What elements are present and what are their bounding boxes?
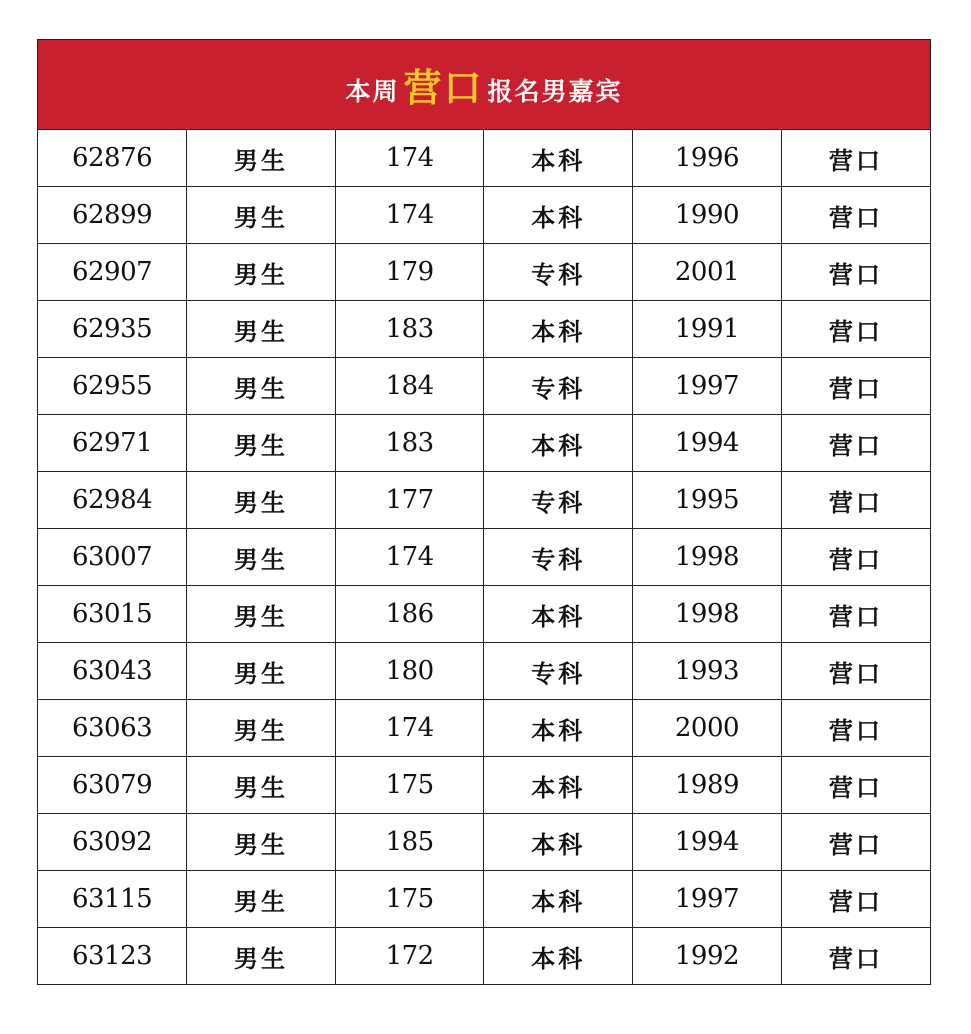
cell-birth-year: 1994	[633, 814, 782, 871]
cell-guest-id: 62899	[38, 187, 187, 244]
cell-birth-year: 1991	[633, 301, 782, 358]
cell-gender: 男生	[187, 472, 336, 529]
cell-city: 营口	[781, 358, 930, 415]
cell-guest-id: 62935	[38, 301, 187, 358]
cell-guest-id: 63007	[38, 529, 187, 586]
table-row	[38, 928, 930, 985]
cell-guest-id: 63063	[38, 700, 187, 757]
cell-gender: 男生	[187, 814, 336, 871]
cell-gender: 男生	[187, 415, 336, 472]
table-row	[38, 130, 930, 187]
cell-height: 180	[335, 643, 484, 700]
cell-city: 营口	[781, 871, 930, 928]
cell-birth-year: 1998	[633, 586, 782, 643]
cell-guest-id: 63115	[38, 871, 187, 928]
cell-guest-id: 63043	[38, 643, 187, 700]
cell-guest-id: 62907	[38, 244, 187, 301]
cell-birth-year: 1993	[633, 643, 782, 700]
header-suffix: 报名男嘉宾	[487, 76, 623, 106]
cell-education: 本科	[484, 415, 633, 472]
cell-guest-id: 62876	[38, 130, 187, 187]
header-city: 营口	[403, 66, 484, 110]
cell-height: 186	[335, 586, 484, 643]
cell-guest-id: 63079	[38, 757, 187, 814]
cell-birth-year: 1994	[633, 415, 782, 472]
cell-city: 营口	[781, 301, 930, 358]
table-row	[38, 187, 930, 244]
guest-table-body	[38, 130, 930, 984]
cell-gender: 男生	[187, 871, 336, 928]
table-row	[38, 301, 930, 358]
cell-birth-year: 1998	[633, 529, 782, 586]
cell-education: 本科	[484, 928, 633, 985]
cell-education: 本科	[484, 187, 633, 244]
cell-guest-id: 62984	[38, 472, 187, 529]
cell-gender: 男生	[187, 529, 336, 586]
cell-gender: 男生	[187, 643, 336, 700]
table-row	[38, 586, 930, 643]
cell-gender: 男生	[187, 130, 336, 187]
cell-height: 174	[335, 700, 484, 757]
table-row	[38, 472, 930, 529]
cell-height: 183	[335, 301, 484, 358]
cell-education: 专科	[484, 244, 633, 301]
cell-height: 179	[335, 244, 484, 301]
cell-birth-year: 1996	[633, 130, 782, 187]
cell-guest-id: 63092	[38, 814, 187, 871]
cell-gender: 男生	[187, 928, 336, 985]
guest-table	[38, 130, 930, 984]
cell-guest-id: 62955	[38, 358, 187, 415]
table-row	[38, 871, 930, 928]
cell-city: 营口	[781, 586, 930, 643]
cell-education: 专科	[484, 472, 633, 529]
cell-height: 174	[335, 529, 484, 586]
cell-gender: 男生	[187, 301, 336, 358]
cell-birth-year: 1992	[633, 928, 782, 985]
cell-city: 营口	[781, 928, 930, 985]
cell-guest-id: 63015	[38, 586, 187, 643]
cell-gender: 男生	[187, 358, 336, 415]
cell-height: 183	[335, 415, 484, 472]
cell-height: 184	[335, 358, 484, 415]
cell-city: 营口	[781, 244, 930, 301]
table-row	[38, 814, 930, 871]
sheet-header	[38, 40, 930, 130]
cell-birth-year: 1989	[633, 757, 782, 814]
table-row	[38, 643, 930, 700]
cell-birth-year: 1997	[633, 871, 782, 928]
table-row	[38, 700, 930, 757]
cell-birth-year: 1997	[633, 358, 782, 415]
cell-height: 177	[335, 472, 484, 529]
cell-gender: 男生	[187, 700, 336, 757]
cell-city: 营口	[781, 472, 930, 529]
table-row	[38, 358, 930, 415]
cell-gender: 男生	[187, 187, 336, 244]
cell-height: 172	[335, 928, 484, 985]
cell-city: 营口	[781, 643, 930, 700]
cell-city: 营口	[781, 757, 930, 814]
cell-height: 185	[335, 814, 484, 871]
cell-gender: 男生	[187, 244, 336, 301]
cell-height: 175	[335, 757, 484, 814]
registration-sheet	[37, 39, 931, 985]
cell-education: 专科	[484, 358, 633, 415]
cell-guest-id: 62971	[38, 415, 187, 472]
cell-gender: 男生	[187, 757, 336, 814]
cell-birth-year: 2001	[633, 244, 782, 301]
table-row	[38, 244, 930, 301]
cell-city: 营口	[781, 187, 930, 244]
table-row	[38, 529, 930, 586]
cell-city: 营口	[781, 130, 930, 187]
cell-education: 专科	[484, 643, 633, 700]
cell-education: 本科	[484, 301, 633, 358]
cell-height: 175	[335, 871, 484, 928]
table-row	[38, 415, 930, 472]
cell-birth-year: 1990	[633, 187, 782, 244]
cell-education: 本科	[484, 700, 633, 757]
table-row	[38, 757, 930, 814]
cell-guest-id: 63123	[38, 928, 187, 985]
cell-city: 营口	[781, 529, 930, 586]
cell-education: 专科	[484, 529, 633, 586]
cell-city: 营口	[781, 814, 930, 871]
cell-birth-year: 2000	[633, 700, 782, 757]
cell-height: 174	[335, 187, 484, 244]
header-prefix: 本周	[345, 76, 400, 106]
cell-education: 本科	[484, 586, 633, 643]
cell-education: 本科	[484, 871, 633, 928]
cell-gender: 男生	[187, 586, 336, 643]
cell-education: 本科	[484, 130, 633, 187]
cell-city: 营口	[781, 415, 930, 472]
cell-birth-year: 1995	[633, 472, 782, 529]
cell-education: 本科	[484, 814, 633, 871]
cell-education: 本科	[484, 757, 633, 814]
cell-city: 营口	[781, 700, 930, 757]
cell-height: 174	[335, 130, 484, 187]
